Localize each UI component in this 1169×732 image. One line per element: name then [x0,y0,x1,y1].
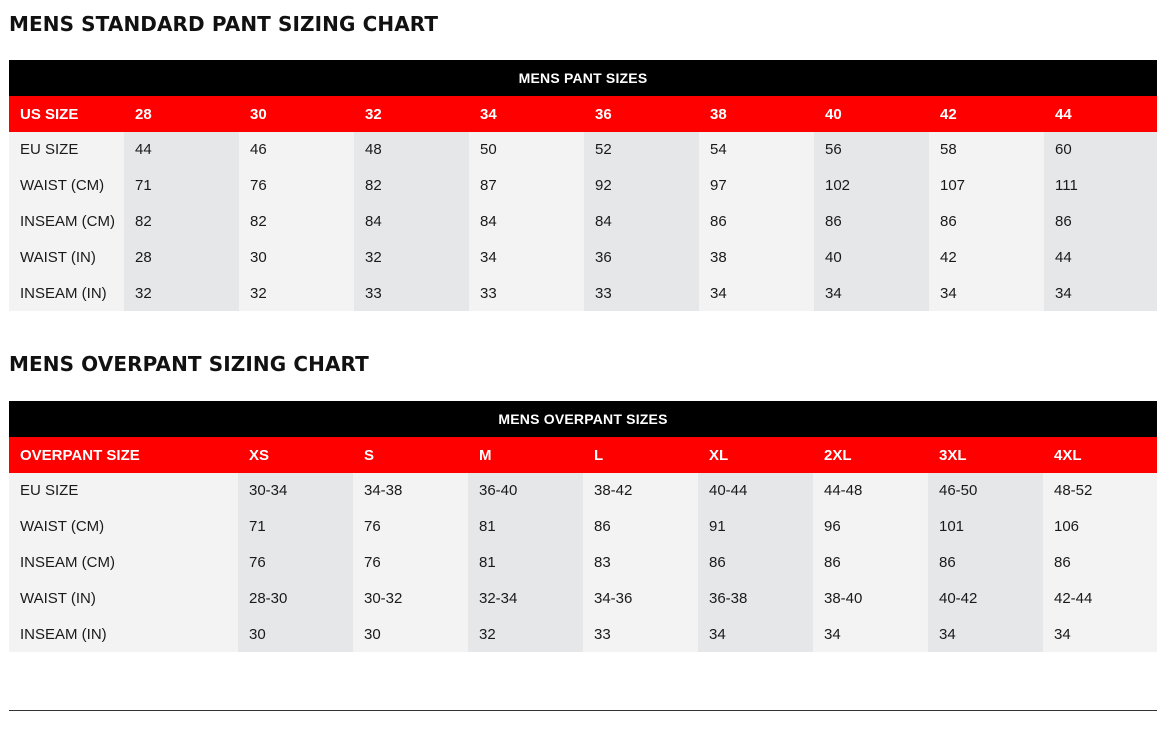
table-cell: 34 [1044,275,1157,311]
table-cell: 84 [469,204,584,240]
row-label-cell: INSEAM (CM) [9,204,124,240]
table-cell: 34 [929,275,1044,311]
overpant-size-table [9,401,1157,652]
header-cell: 28 [124,96,239,132]
table-cell: 34 [469,239,584,275]
header-cell: 36 [584,96,699,132]
table-header-row [9,96,1157,132]
table-cell: 58 [929,132,1044,168]
table-caption: MENS OVERPANT SIZES [9,401,1157,437]
table-cell: 44 [124,132,239,168]
table-cell: 84 [354,204,469,240]
table-cell: 50 [469,132,584,168]
table-cell: 30 [239,239,354,275]
table-cell: 40-42 [928,580,1043,616]
table-caption-row [9,401,1157,437]
table-cell: 32 [468,616,583,652]
table-cell: 76 [353,509,468,545]
table-cell: 86 [1044,204,1157,240]
table-cell: 92 [584,168,699,204]
table-cell: 97 [699,168,814,204]
header-cell: XS [238,437,353,473]
table-cell: 30-32 [353,580,468,616]
table-row [9,132,1157,168]
table-cell: 32 [239,275,354,311]
table-cell: 28 [124,239,239,275]
table-cell: 86 [929,204,1044,240]
table-cell: 82 [354,168,469,204]
table-row [9,580,1157,616]
table-cell: 101 [928,509,1043,545]
table-cell: 33 [354,275,469,311]
table-cell: 82 [239,204,354,240]
table-cell: 30 [238,616,353,652]
table-cell: 83 [583,545,698,581]
table-cell: 76 [238,545,353,581]
table-cell: 32 [354,239,469,275]
table-cell: 81 [468,545,583,581]
table-cell: 36 [584,239,699,275]
table-cell: 33 [584,275,699,311]
table-cell: 52 [584,132,699,168]
table-cell: 38-40 [813,580,928,616]
table-cell: 102 [814,168,929,204]
table-row [9,509,1157,545]
table-cell: 56 [814,132,929,168]
header-cell: 34 [469,96,584,132]
table-row [9,616,1157,652]
table-cell: 76 [353,545,468,581]
table-row [9,239,1157,275]
table-cell: 28-30 [238,580,353,616]
header-cell: 3XL [928,437,1043,473]
table-cell: 34 [928,616,1043,652]
table-cell: 36-38 [698,580,813,616]
table-row [9,204,1157,240]
header-cell: 44 [1044,96,1157,132]
table-cell: 42 [929,239,1044,275]
header-cell: M [468,437,583,473]
standard-chart-title: MENS STANDARD PANT SIZING CHART [9,12,439,36]
table-cell: 76 [239,168,354,204]
table-cell: 82 [124,204,239,240]
table-cell: 54 [699,132,814,168]
row-label-cell: EU SIZE [9,132,124,168]
row-label-cell: INSEAM (IN) [9,616,238,652]
table-row [9,473,1157,509]
row-label-cell: WAIST (CM) [9,509,238,545]
table-cell: 86 [1043,545,1157,581]
table-cell: 40-44 [698,473,813,509]
header-cell: XL [698,437,813,473]
table-cell: 30-34 [238,473,353,509]
table-cell: 111 [1044,168,1157,204]
table-cell: 34-38 [353,473,468,509]
table-cell: 71 [238,509,353,545]
table-row [9,168,1157,204]
row-label-cell: EU SIZE [9,473,238,509]
table-cell: 33 [469,275,584,311]
header-cell: 40 [814,96,929,132]
header-cell: S [353,437,468,473]
table-cell: 34-36 [583,580,698,616]
header-cell: US SIZE [9,96,124,132]
table-cell: 32 [124,275,239,311]
table-cell: 107 [929,168,1044,204]
table-cell: 46-50 [928,473,1043,509]
table-cell: 81 [468,509,583,545]
row-label-cell: WAIST (IN) [9,580,238,616]
table-cell: 86 [814,204,929,240]
table-cell: 34 [698,616,813,652]
table-cell: 32-34 [468,580,583,616]
header-cell: 38 [699,96,814,132]
header-cell: 4XL [1043,437,1157,473]
header-cell: L [583,437,698,473]
table-cell: 34 [699,275,814,311]
table-cell: 86 [583,509,698,545]
table-cell: 91 [698,509,813,545]
table-cell: 44-48 [813,473,928,509]
table-cell: 30 [353,616,468,652]
table-cell: 60 [1044,132,1157,168]
header-cell: 42 [929,96,1044,132]
table-cell: 84 [584,204,699,240]
table-row [9,275,1157,311]
header-cell: 2XL [813,437,928,473]
header-cell: 32 [354,96,469,132]
divider [9,710,1157,711]
table-cell: 86 [813,545,928,581]
table-cell: 46 [239,132,354,168]
table-cell: 42-44 [1043,580,1157,616]
row-label-cell: WAIST (CM) [9,168,124,204]
table-cell: 96 [813,509,928,545]
row-label-cell: WAIST (IN) [9,239,124,275]
table-cell: 86 [928,545,1043,581]
table-cell: 38 [699,239,814,275]
table-header-row [9,437,1157,473]
table-cell: 86 [698,545,813,581]
table-cell: 44 [1044,239,1157,275]
table-cell: 106 [1043,509,1157,545]
table-cell: 34 [813,616,928,652]
header-cell: OVERPANT SIZE [9,437,238,473]
table-row [9,545,1157,581]
table-cell: 71 [124,168,239,204]
table-cell: 38-42 [583,473,698,509]
table-cell: 33 [583,616,698,652]
table-caption: MENS PANT SIZES [9,60,1157,96]
table-cell: 87 [469,168,584,204]
table-cell: 48-52 [1043,473,1157,509]
table-cell: 36-40 [468,473,583,509]
table-cell: 86 [699,204,814,240]
table-cell: 34 [814,275,929,311]
table-cell: 34 [1043,616,1157,652]
table-cell: 40 [814,239,929,275]
table-caption-row [9,60,1157,96]
row-label-cell: INSEAM (CM) [9,545,238,581]
standard-pant-size-table [9,60,1157,311]
table-cell: 48 [354,132,469,168]
overpant-chart-title: MENS OVERPANT SIZING CHART [9,352,369,376]
header-cell: 30 [239,96,354,132]
row-label-cell: INSEAM (IN) [9,275,124,311]
